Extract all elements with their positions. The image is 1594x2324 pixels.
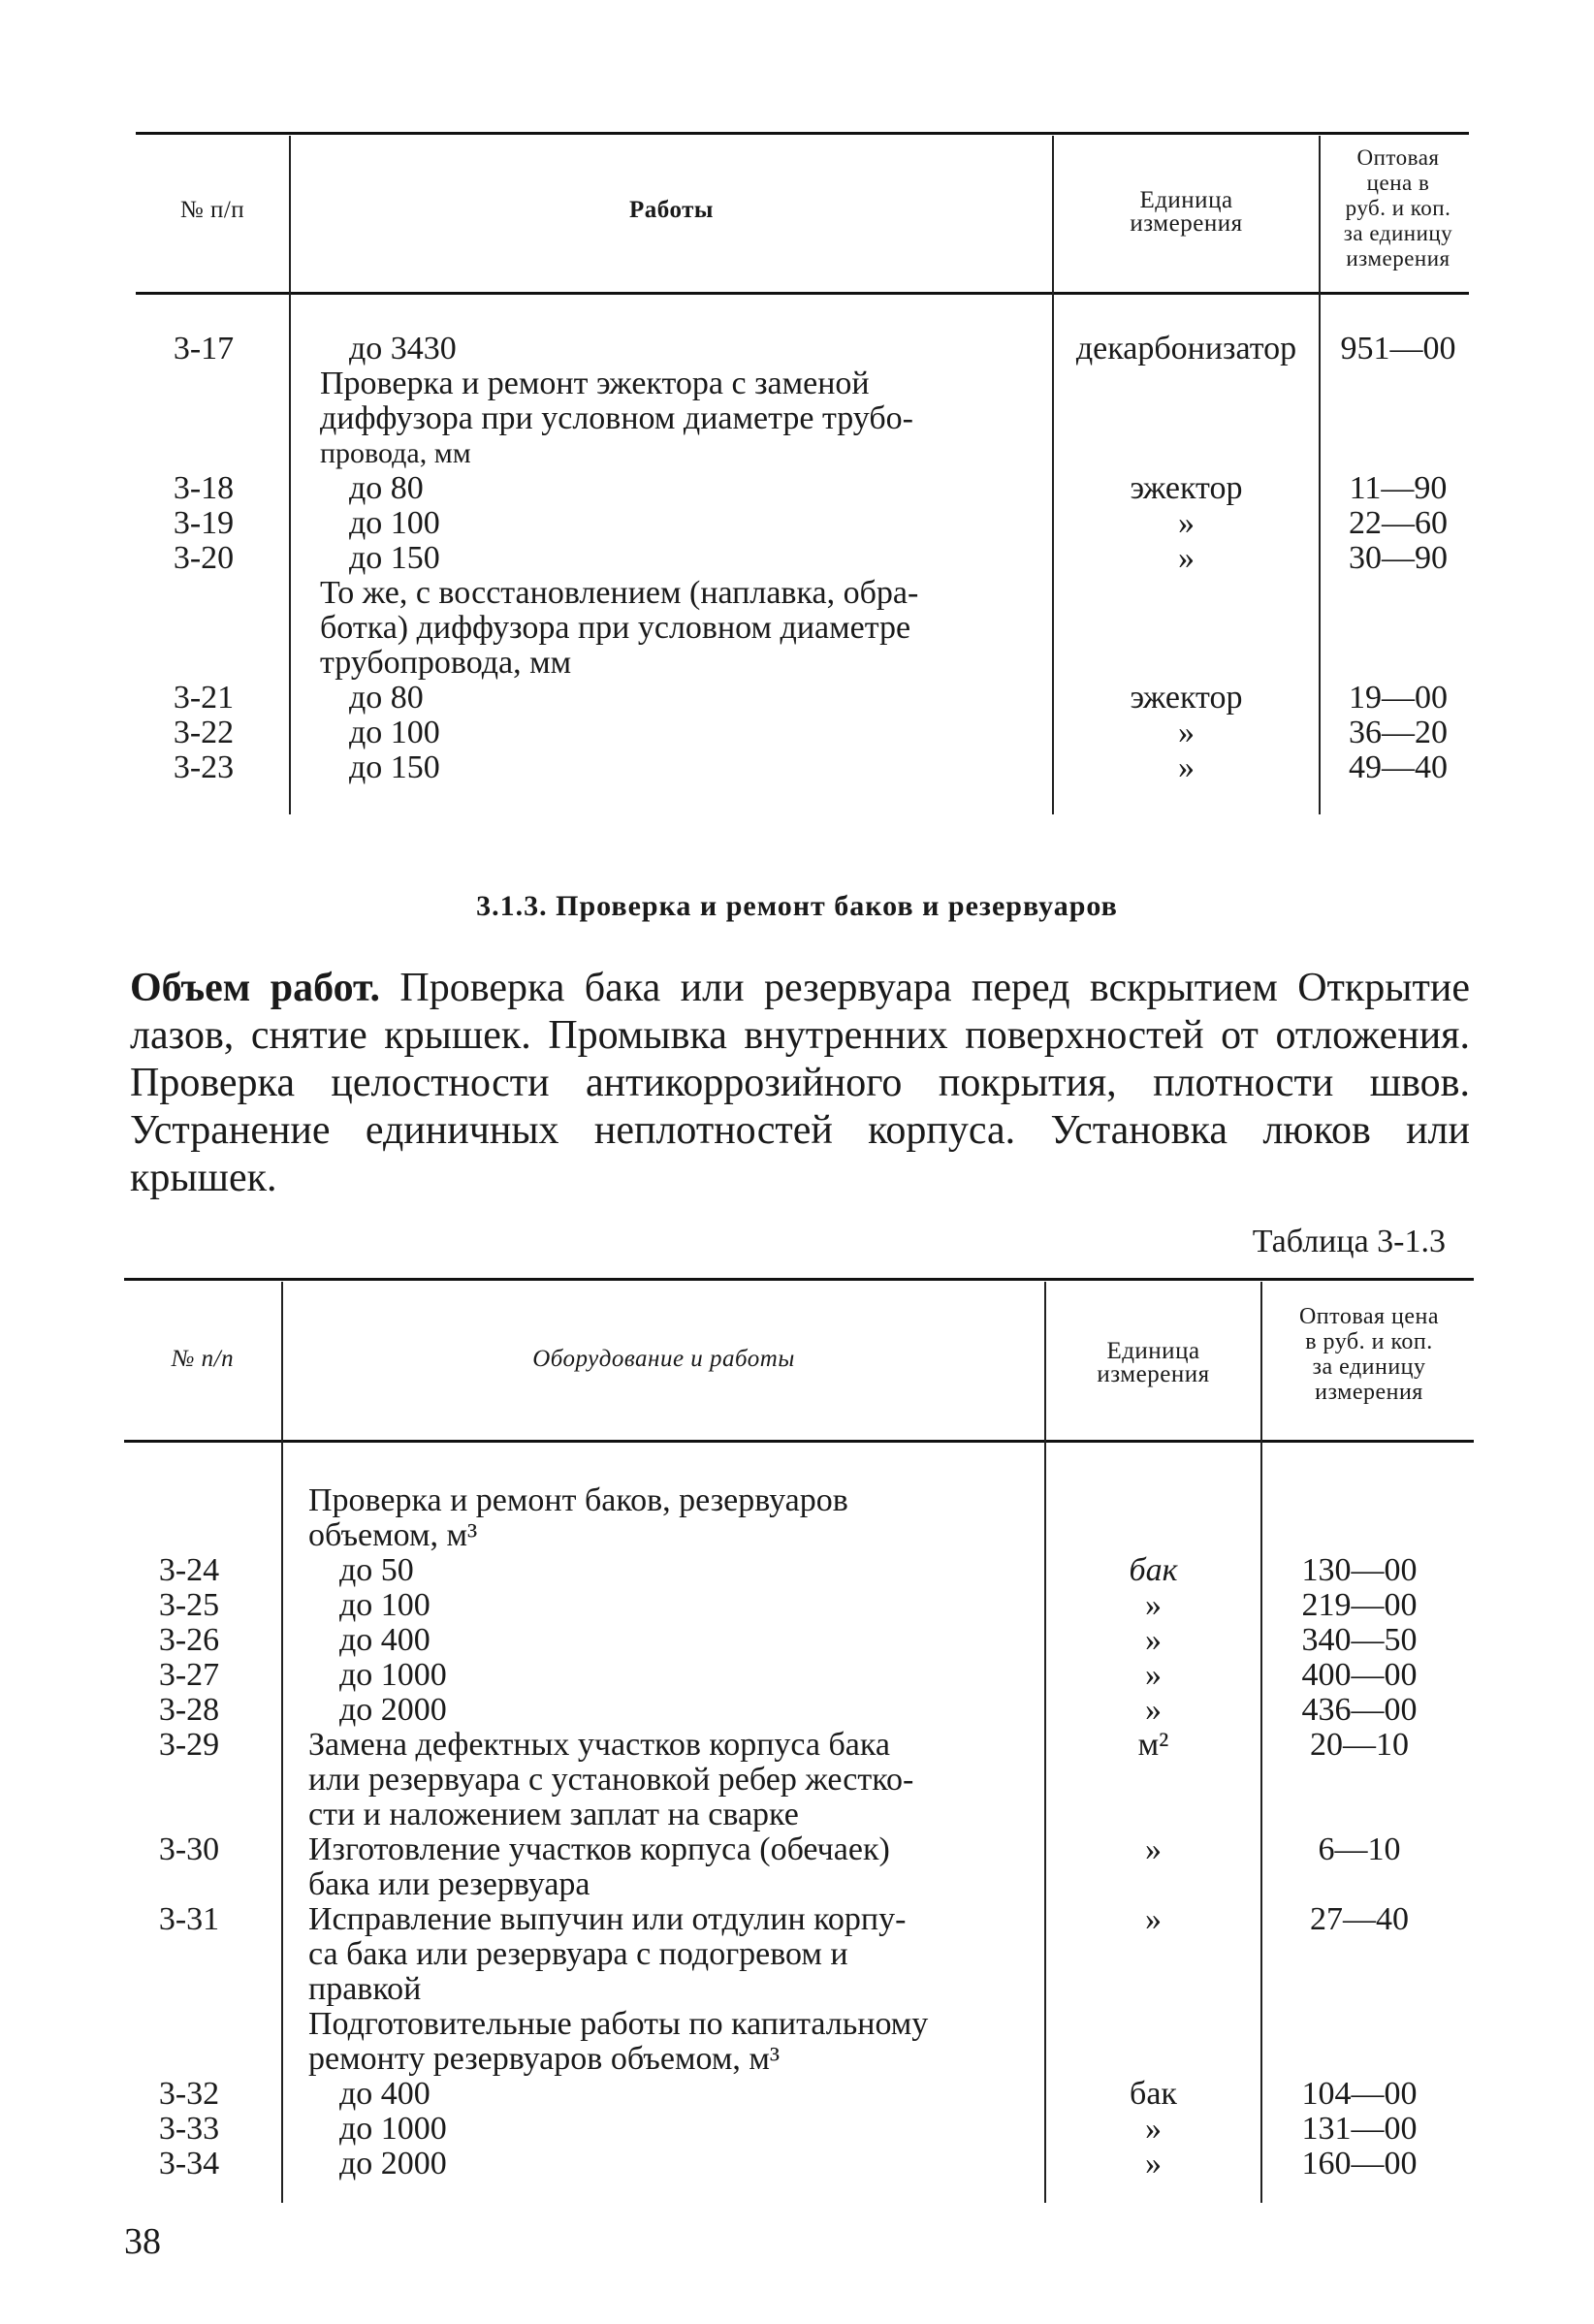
header-line: измерения: [1097, 1361, 1210, 1387]
table-2-header-num: № п/п: [171, 1346, 235, 1372]
row-work: бака или резервуара: [308, 1866, 590, 1902]
row-unit: бак: [1130, 2076, 1177, 2112]
row-unit: »: [1178, 749, 1195, 785]
table-1-header-unit: [1054, 189, 1319, 236]
table-label: Таблица 3-1.3: [1252, 1224, 1446, 1259]
header-line: Единица: [1139, 187, 1233, 213]
row-work: до 2000: [339, 1692, 447, 1728]
row-number: 3-19: [173, 505, 235, 541]
header-line: измерения: [1130, 210, 1243, 237]
row-work: То же, с восстановлением (наплавка, обра-: [320, 575, 919, 611]
header-line: Оптовая цена: [1298, 1304, 1440, 1329]
row-unit: »: [1178, 505, 1195, 541]
header-line: в руб. и коп.: [1305, 1329, 1433, 1354]
row-number: 3-18: [173, 470, 235, 506]
row-price: 49—40: [1349, 749, 1448, 785]
row-work: до 100: [349, 505, 440, 541]
row-number: 3-31: [158, 1901, 220, 1937]
row-number: 3-32: [158, 2076, 220, 2112]
row-unit: »: [1178, 540, 1195, 576]
header-line: измерения: [1346, 246, 1451, 271]
row-work: Исправление выпучин или отдулин корпу-: [308, 1901, 907, 1937]
row-price: 22—60: [1349, 505, 1448, 541]
row-work: трубопровода, мм: [320, 645, 572, 681]
row-number: 3-33: [158, 2111, 220, 2147]
row-work: до 400: [339, 1622, 430, 1658]
row-work: до 150: [349, 749, 440, 785]
header-line: Единица: [1106, 1338, 1200, 1364]
row-unit: »: [1145, 2111, 1162, 2147]
row-price: 19—00: [1349, 680, 1448, 716]
row-work: ботка) диффузора при условном диаметре: [320, 610, 911, 646]
row-unit: »: [1145, 2146, 1162, 2181]
row-price: 27—40: [1310, 1901, 1409, 1937]
table-2-header-work: Оборудование и работы: [532, 1346, 795, 1372]
table-2-col-divider: [281, 1282, 283, 2203]
row-price: 20—10: [1310, 1727, 1409, 1763]
row-work: до 80: [349, 680, 424, 716]
row-price: 340—50: [1301, 1622, 1418, 1658]
row-work: до 1000: [339, 1657, 447, 1693]
row-work: до 80: [349, 470, 424, 506]
row-number: 3-22: [173, 715, 235, 750]
row-work: Изготовление участков корпуса (обечаек): [308, 1831, 890, 1867]
paragraph-lead: Объем работ.: [130, 966, 380, 1010]
paragraph-text: Проверка бака или резервуара перед вскрытием Открытие лазов, снятие крышек. Промывка внутренних поверхностей от отложения. Проверка целостности антикоррозийного покрытия, плотности швов. Устранение единичных неплотностей корпуса. Установка люков или крышек.: [130, 966, 1470, 1200]
row-price: 104—00: [1301, 2076, 1418, 2112]
row-price: 131—00: [1301, 2111, 1418, 2147]
row-unit: »: [1178, 715, 1195, 750]
table-2-header-price: [1262, 1304, 1476, 1405]
table-2-header-unit: [1046, 1340, 1260, 1386]
table-1-header-rule: [136, 292, 1469, 295]
row-price: 30—90: [1349, 540, 1448, 576]
row-work: Проверка и ремонт баков, резервуаров: [308, 1482, 848, 1518]
row-unit: эжектор: [1130, 470, 1243, 506]
row-work: до 150: [349, 540, 440, 576]
row-unit: »: [1145, 1901, 1162, 1937]
row-unit: декарбонизатор: [1075, 331, 1297, 366]
section-paragraph: [130, 965, 1470, 1202]
row-number: 3-29: [158, 1727, 220, 1763]
row-work: до 400: [339, 2076, 430, 2112]
row-price: 160—00: [1301, 2146, 1418, 2181]
header-line: Оптовая: [1356, 145, 1440, 170]
row-number: 3-23: [173, 749, 235, 785]
table-2-top-rule: [124, 1278, 1474, 1281]
row-number: 3-21: [173, 680, 235, 716]
row-work: сти и наложением заплат на сварке: [308, 1797, 799, 1832]
row-number: 3-26: [158, 1622, 220, 1658]
header-line: руб. и коп.: [1345, 196, 1451, 220]
header-line: цена в: [1366, 171, 1430, 195]
row-work: правкой: [308, 1971, 422, 2007]
row-work: Проверка и ремонт эжектора с заменой: [320, 366, 870, 401]
row-unit: »: [1145, 1657, 1162, 1693]
header-line: измерения: [1315, 1380, 1423, 1405]
row-unit: эжектор: [1130, 680, 1243, 716]
header-line: за единицу: [1343, 221, 1453, 245]
table-1-header-work: Работы: [629, 197, 714, 223]
row-number: 3-24: [158, 1552, 220, 1588]
row-work: Подготовительные работы по капитальному: [308, 2006, 929, 2042]
table-1-header-price: [1321, 145, 1476, 271]
row-number: 3-27: [158, 1657, 220, 1693]
row-price: 951—00: [1340, 331, 1456, 366]
row-work: ремонту резервуаров объемом, м³: [308, 2041, 781, 2077]
row-price: 400—00: [1301, 1657, 1418, 1693]
row-price: 130—00: [1301, 1552, 1418, 1588]
row-price: 36—20: [1349, 715, 1448, 750]
row-work: или резервуара с установкой ребер жестко-: [308, 1762, 914, 1798]
row-work: до 1000: [339, 2111, 447, 2147]
row-work: до 50: [339, 1552, 414, 1588]
row-work: до 100: [349, 715, 440, 750]
row-unit: »: [1145, 1692, 1162, 1728]
row-number: 3-17: [173, 331, 235, 366]
row-work: са бака или резервуара с подогревом и: [308, 1936, 848, 1972]
row-number: 3-30: [158, 1831, 220, 1867]
table-1-top-rule: [136, 132, 1469, 135]
row-number: 3-25: [158, 1587, 220, 1623]
row-work: объемом, м³: [308, 1517, 478, 1553]
row-unit: »: [1145, 1587, 1162, 1623]
row-work: до 100: [339, 1587, 430, 1623]
section-title: 3.1.3. Проверка и ремонт баков и резервуаров: [476, 890, 1118, 922]
row-work: диффузора при условном диаметре трубо-: [320, 400, 913, 436]
row-price: 6—10: [1318, 1831, 1401, 1867]
table-1-col-divider: [289, 136, 291, 814]
row-price: 219—00: [1301, 1587, 1418, 1623]
row-number: 3-34: [158, 2146, 220, 2181]
row-unit: »: [1145, 1622, 1162, 1658]
page-number: 38: [124, 2221, 161, 2262]
row-work: до 2000: [339, 2146, 447, 2181]
table-1-header-num: № п/п: [179, 197, 245, 223]
header-line: за единицу: [1312, 1354, 1426, 1380]
row-work: до 3430: [349, 331, 457, 366]
row-price: 436—00: [1301, 1692, 1418, 1728]
row-work: Замена дефектных участков корпуса бака: [308, 1727, 890, 1763]
row-price: 11—90: [1349, 470, 1448, 506]
row-unit: »: [1145, 1831, 1162, 1867]
row-number: 3-28: [158, 1692, 220, 1728]
table-2-header-rule: [124, 1440, 1474, 1443]
row-unit: бак: [1129, 1552, 1178, 1588]
row-unit: м²: [1137, 1727, 1169, 1763]
row-work: провода, мм: [320, 437, 471, 469]
row-number: 3-20: [173, 540, 235, 576]
